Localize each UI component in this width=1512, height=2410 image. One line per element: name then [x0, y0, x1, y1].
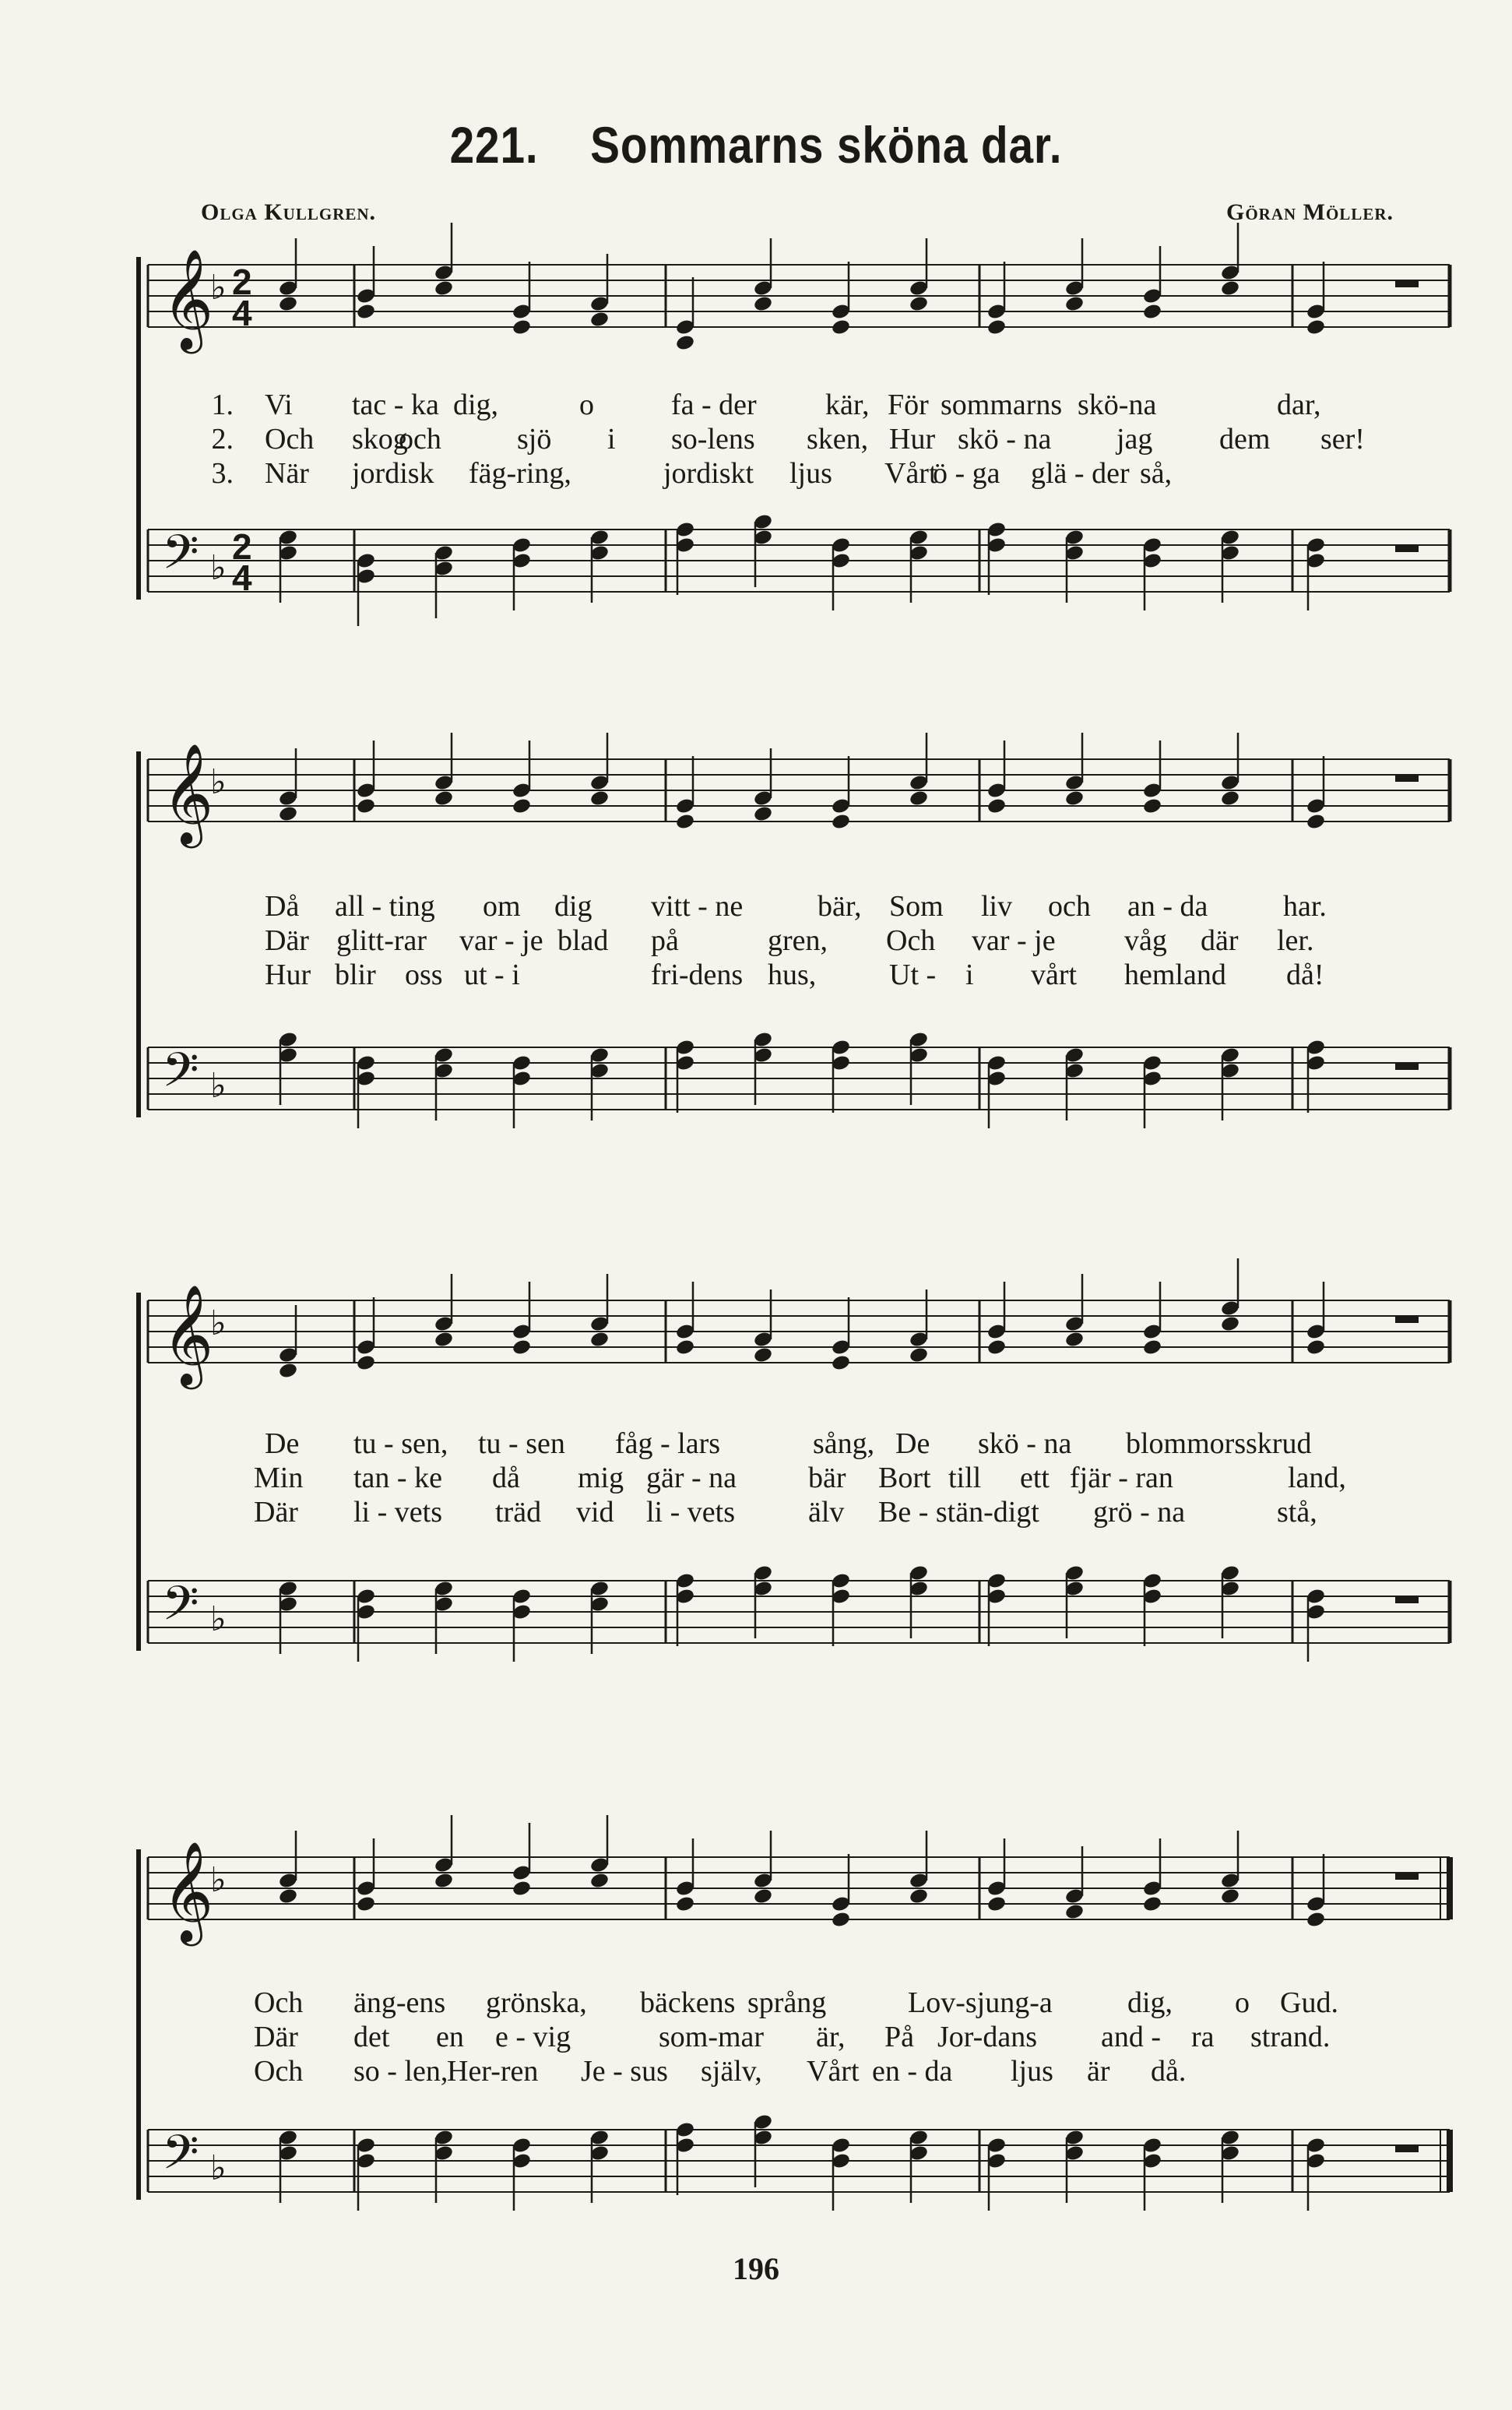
- lyric-syllable: li - vets: [353, 1496, 442, 1529]
- treble-note: [909, 1831, 929, 1905]
- lyric-syllable: grö - na: [1093, 1496, 1186, 1529]
- bass-note: [512, 2137, 532, 2211]
- lyric-syllable: hus,: [768, 959, 817, 991]
- lyric-syllable: Och: [265, 423, 315, 456]
- lyric-syllable: språng: [747, 1986, 827, 2019]
- lyric-syllable: bäckens: [640, 1986, 736, 2019]
- lyric-syllable: dig,: [1127, 1986, 1173, 2019]
- lyric-syllable: skö - na: [958, 423, 1052, 456]
- lyric-syllable: som-mar: [659, 2021, 765, 2053]
- flat-key-signature-icon: ♭: [210, 1599, 227, 1639]
- lyric-syllable: strand.: [1250, 2021, 1331, 2053]
- lyric-syllable: För: [888, 389, 929, 421]
- bass-note: [1142, 2137, 1162, 2211]
- lyric-syllable: ljus: [1011, 2055, 1053, 2088]
- lyric-syllable: li - vets: [646, 1496, 735, 1529]
- treble-note: [831, 1854, 851, 1928]
- bass-note: [1306, 2137, 1326, 2211]
- rest-icon: [1395, 2145, 1419, 2152]
- verse-number: 1.: [211, 389, 234, 421]
- lyric-syllable: skrud: [1246, 1427, 1312, 1460]
- lyric-syllable: där: [1201, 924, 1239, 957]
- lyric-syllable: dar,: [1277, 389, 1321, 421]
- lyric-syllable: och: [399, 423, 441, 456]
- treble-note: [753, 1831, 773, 1905]
- lyric-syllable: Och: [254, 2055, 304, 2088]
- treble-note: [1306, 1854, 1326, 1928]
- lyric-syllable: Hur: [889, 423, 936, 456]
- lyric-syllable: tan - ke: [353, 1462, 442, 1494]
- treble-note: [356, 1838, 376, 1912]
- lyric-syllable: liv: [981, 890, 1013, 923]
- lyric-syllable: Ut -: [889, 959, 937, 991]
- lyric-syllable: dig: [554, 890, 592, 923]
- lyric-syllable: fåg - lars: [615, 1427, 721, 1460]
- lyric-syllable: kär,: [825, 389, 870, 421]
- lyric-syllable: Jor-dans: [937, 2021, 1037, 2053]
- flat-key-signature-icon: ♭: [210, 1066, 227, 1106]
- hymn-number: 221.: [449, 116, 539, 174]
- lyric-syllable: i: [607, 423, 616, 456]
- lyric-syllable: det: [353, 2021, 390, 2053]
- lyric-syllable: Je - sus: [581, 2055, 668, 2088]
- hymn-name: Sommarns sköna dar.: [590, 116, 1063, 174]
- lyric-syllable: o: [1235, 1986, 1250, 2019]
- composer-credit: Göran Möller.: [1225, 199, 1394, 225]
- lyric-syllable: fäg-ring,: [469, 457, 571, 490]
- flat-key-signature-icon: ♭: [210, 548, 227, 588]
- lyric-syllable: ut - i: [464, 959, 520, 991]
- lyric-syllable: and -: [1101, 2021, 1162, 2053]
- lyric-syllable: oss: [405, 959, 443, 991]
- bass-clef-icon: 𝄢: [162, 1576, 199, 1643]
- lyric-syllable: Där: [265, 924, 309, 957]
- lyric-syllable: var - je: [459, 924, 543, 957]
- lyric-syllable: De: [265, 1427, 300, 1460]
- lyric-syllable: ljus: [789, 457, 832, 490]
- bass-note: [986, 2137, 1007, 2211]
- lyric-syllable: Be - stän-digt: [878, 1496, 1039, 1529]
- lyric-syllable: då.: [1151, 2055, 1187, 2088]
- lyric-syllable: fri-dens: [651, 959, 744, 991]
- time-signature-top: 2: [232, 262, 252, 302]
- lyric-syllable: då!: [1286, 959, 1324, 991]
- treble-clef-icon: 𝄞: [162, 743, 214, 844]
- bass-note: [831, 2137, 851, 2211]
- lyric-syllable: är: [1087, 2055, 1110, 2088]
- treble-note: [1142, 1838, 1162, 1912]
- lyric-syllable: Bort: [878, 1462, 931, 1494]
- lyric-syllable: ra: [1191, 2021, 1215, 2053]
- lyric-syllable: grönska,: [486, 1986, 587, 2019]
- treble-clef-icon: 𝄞: [162, 1284, 214, 1385]
- treble-note: [278, 1831, 298, 1905]
- lyric-syllable: mig: [578, 1462, 624, 1494]
- bass-note: [356, 2137, 376, 2211]
- lyric-syllable: vid: [576, 1496, 614, 1529]
- flat-key-signature-icon: ♭: [210, 2148, 227, 2188]
- lyric-syllable: glä - der: [1031, 457, 1130, 490]
- lyric-syllable: so-lens: [671, 423, 755, 456]
- lyric-syllable: då: [492, 1462, 520, 1494]
- lyric-syllable: en: [436, 2021, 464, 2053]
- lyric-line: [187, 1986, 1472, 2020]
- lyric-syllable: tac - ka: [352, 389, 439, 421]
- lyric-syllable: gren,: [768, 924, 828, 957]
- lyric-syllable: har.: [1283, 890, 1327, 923]
- lyric-syllable: dig,: [453, 389, 499, 421]
- lyric-line: [187, 2054, 1472, 2088]
- lyric-syllable: älv: [808, 1496, 845, 1529]
- treble-staff: [148, 1815, 1450, 1947]
- lyric-syllable: tu - sen,: [353, 1427, 448, 1460]
- lyricist-credit: Olga Kullgren.: [201, 199, 377, 225]
- lyric-syllable: en - da: [872, 2055, 953, 2088]
- lyric-syllable: all - ting: [335, 890, 435, 923]
- lyric-syllable: skog: [352, 423, 408, 456]
- lyric-syllable: land,: [1288, 1462, 1346, 1494]
- lyric-syllable: jordiskt: [663, 457, 754, 490]
- time-signature-top: 2: [232, 526, 252, 567]
- lyric-syllable: Vårt: [807, 2055, 860, 2088]
- lyric-syllable: Som: [889, 890, 944, 923]
- lyric-syllable: Vårt: [884, 457, 937, 490]
- lyric-syllable: fjär - ran: [1070, 1462, 1173, 1494]
- lyric-syllable: Där: [254, 2021, 298, 2053]
- lyric-syllable: jordisk: [352, 457, 434, 490]
- lyric-syllable: var - je: [972, 924, 1056, 957]
- lyric-syllable: vitt - ne: [651, 890, 744, 923]
- lyric-syllable: blir: [335, 959, 376, 991]
- treble-clef-icon: 𝄞: [162, 1841, 214, 1942]
- time-signature-bottom: 4: [232, 293, 252, 333]
- verse-number: 3.: [211, 457, 234, 490]
- lyric-syllable: Gud.: [1280, 1986, 1338, 2019]
- lyric-syllable: blad: [557, 924, 609, 957]
- lyric-syllable: hemland: [1124, 959, 1226, 991]
- lyric-syllable: i: [965, 959, 974, 991]
- lyric-syllable: på: [651, 924, 679, 957]
- lyric-syllable: om: [483, 890, 521, 923]
- lyric-syllable: gär - na: [646, 1462, 737, 1494]
- lyric-syllable: Och: [254, 1986, 304, 2019]
- page-number: 196: [733, 2251, 779, 2286]
- lyric-syllable: är,: [816, 2021, 846, 2053]
- lyric-syllable: Och: [886, 924, 936, 957]
- lyric-syllable: skö - na: [978, 1427, 1072, 1460]
- lyric-syllable: skö-na: [1078, 389, 1157, 421]
- lyric-syllable: vårt: [1031, 959, 1078, 991]
- lyric-syllable: ser!: [1320, 423, 1365, 456]
- lyric-syllable: e - vig: [495, 2021, 571, 2053]
- rest-icon: [1395, 1873, 1419, 1880]
- lyric-syllable: jag: [1116, 423, 1153, 456]
- bass-clef-icon: 𝄢: [162, 525, 199, 592]
- flat-key-signature-icon: ♭: [210, 1860, 227, 1900]
- lyric-syllable: våg: [1124, 924, 1167, 957]
- treble-note: [986, 1838, 1007, 1912]
- lyric-syllable: sång,: [813, 1427, 875, 1460]
- lyric-syllable: stå,: [1277, 1496, 1317, 1529]
- treble-note: [675, 1838, 695, 1912]
- treble-note: [434, 1815, 454, 1889]
- lyric-syllable: blommors: [1126, 1427, 1247, 1460]
- lyric-syllable: så,: [1140, 457, 1173, 490]
- lyric-syllable: till: [948, 1462, 982, 1494]
- lyric-line: [187, 2020, 1472, 2054]
- lyric-syllable: Min: [254, 1462, 304, 1494]
- lyric-syllable: Då: [265, 890, 300, 923]
- lyric-syllable: Hur: [265, 959, 311, 991]
- verse-number: 2.: [211, 423, 234, 456]
- lyric-syllable: De: [895, 1427, 930, 1460]
- time-signature-bottom: 4: [232, 558, 252, 598]
- lyric-syllable: bär: [808, 1462, 846, 1494]
- lyric-syllable: Lov-sjung-a: [908, 1986, 1053, 2019]
- lyric-syllable: glitt-rar: [336, 924, 427, 957]
- lyric-syllable: o: [579, 389, 594, 421]
- bass-staff: [148, 2113, 1450, 2211]
- lyric-syllable: ö - ga: [933, 457, 1000, 490]
- treble-note: [589, 1815, 610, 1889]
- lyric-syllable: sken,: [807, 423, 869, 456]
- lyric-syllable: äng-ens: [353, 1986, 446, 2019]
- lyric-syllable: Där: [254, 1496, 298, 1529]
- flat-key-signature-icon: ♭: [210, 268, 227, 308]
- lyric-syllable: själv,: [701, 2055, 762, 2088]
- bass-note: [675, 2121, 695, 2195]
- lyric-syllable: Vi: [265, 389, 293, 421]
- lyric-syllable: ler.: [1277, 924, 1314, 957]
- flat-key-signature-icon: ♭: [210, 1304, 227, 1343]
- lyric-syllable: När: [265, 457, 309, 490]
- lyric-syllable: Her-ren: [447, 2055, 539, 2088]
- lyric-syllable: dem: [1219, 423, 1271, 456]
- lyric-syllable: fa - der: [671, 389, 757, 421]
- bass-clef-icon: 𝄢: [162, 2125, 199, 2192]
- flat-key-signature-icon: ♭: [210, 762, 227, 802]
- lyric-syllable: och: [1048, 890, 1091, 923]
- treble-note: [1220, 1831, 1240, 1905]
- lyric-syllable: sommarns: [941, 389, 1063, 421]
- treble-clef-icon: 𝄞: [162, 248, 214, 350]
- lyric-syllable: sjö: [517, 423, 552, 456]
- lyric-syllable: tu - sen: [478, 1427, 565, 1460]
- lyric-syllable: bär,: [818, 890, 862, 923]
- lyric-syllable: På: [884, 2021, 914, 2053]
- lyric-syllable: so - len,: [353, 2055, 448, 2088]
- treble-note: [512, 1823, 532, 1897]
- lyric-syllable: träd: [495, 1496, 542, 1529]
- lyric-syllable: ett: [1020, 1462, 1050, 1494]
- bass-clef-icon: 𝄢: [162, 1043, 199, 1110]
- lyric-syllable: an - da: [1127, 890, 1208, 923]
